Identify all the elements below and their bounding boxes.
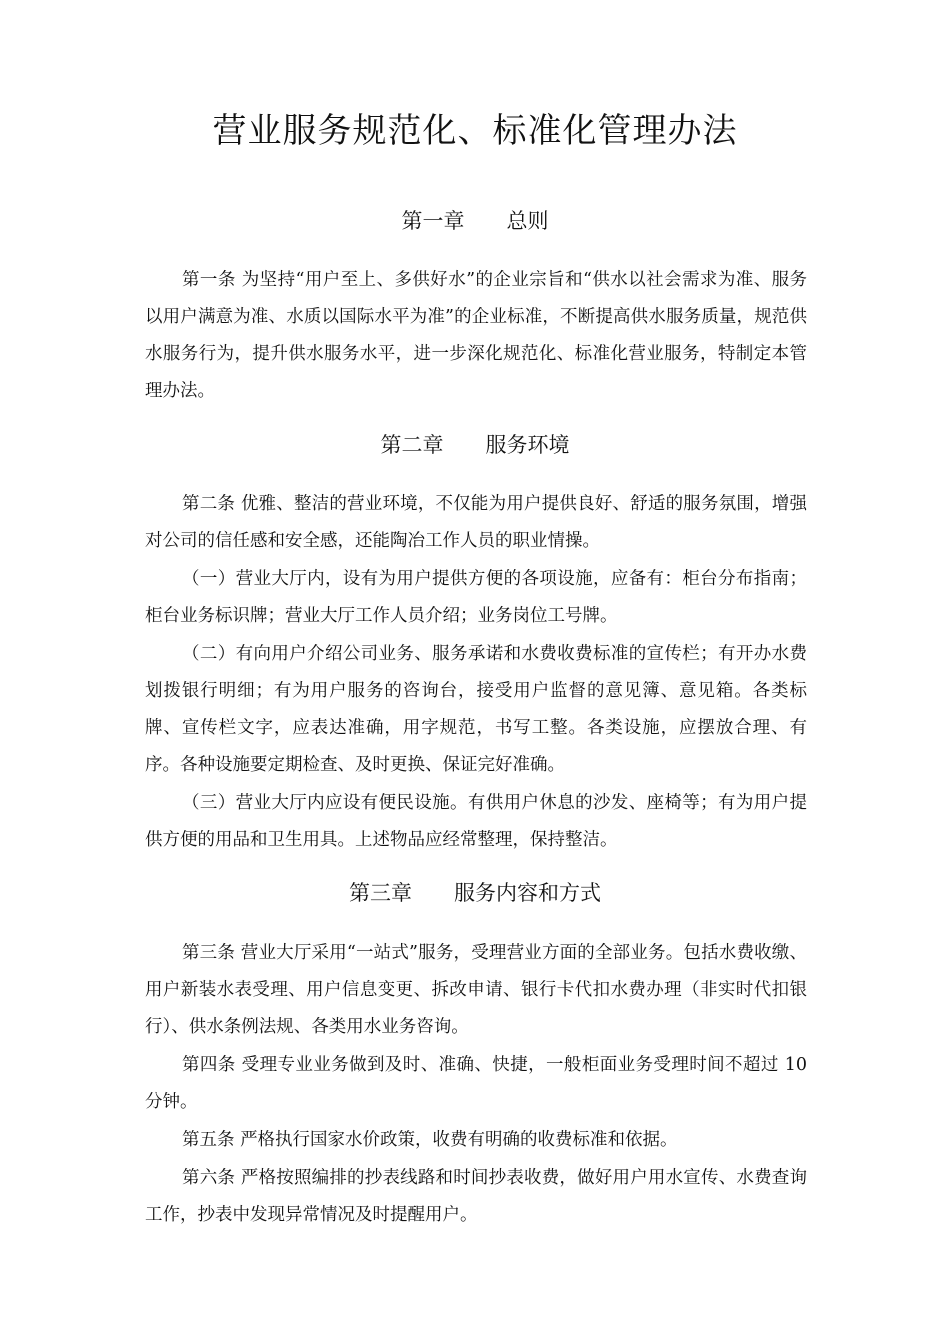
article-6-paragraph: 第六条 严格按照编排的抄表线路和时间抄表收费，做好用户用水宣传、水费查询工作，抄表中发现异常情况及时提醒用户。	[145, 1168, 807, 1225]
document-title: 营业服务规范化、标准化管理办法	[212, 111, 738, 151]
chapter-heading-2: 第二章 服务环境	[380, 433, 570, 457]
chapter-heading-3: 第三章 服务内容和方式	[349, 881, 601, 905]
article-3-paragraph: 第三条 营业大厅采用“一站式”服务，受理营业方面的全部业务。包括水费收缴、用户新装水表受理、用户信息变更、拆改申请、银行卡代扣水费办理（非实时代扣银行）、供水条例法规、各类用水业务咨询。	[145, 943, 807, 1037]
clause-2-2-paragraph: （二）有向用户介绍公司业务、服务承诺和水费收费标准的宣传栏；有开办水费划拨银行明细；有为用户服务的咨询台，接受用户监督的意见簿、意见箱。各类标牌、宣传栏文字，应表达准确，用字规范，书写工整。各类设施，应摆放合理、有序。各种设施要定期检查、及时更换、保证完好准确。	[145, 644, 807, 775]
clause-2-1-paragraph: （一）营业大厅内，设有为用户提供方便的各项设施，应备有：柜台分布指南；柜台业务标识牌；营业大厅工作人员介绍；业务岗位工号牌。	[145, 569, 807, 626]
article-1-paragraph: 第一条 为坚持“用户至上、多供好水”的企业宗旨和“供水以社会需求为准、服务以用户满意为准、水质以国际水平为准”的企业标准，不断提高供水服务质量，规范供水服务行为，提升供水服务水平，进一步深化规范化、标准化营业服务，特制定本管理办法。	[145, 270, 807, 401]
article-5-paragraph: 第五条 严格执行国家水价政策，收费有明确的收费标准和依据。	[182, 1130, 678, 1150]
chapter-heading-1: 第一章 总则	[401, 209, 549, 233]
article-2-paragraph: 第二条 优雅、整洁的营业环境，不仅能为用户提供良好、舒适的服务氛围，增强对公司的信任感和安全感，还能陶冶工作人员的职业情操。	[145, 494, 807, 551]
article-4-paragraph: 第四条 受理专业业务做到及时、准确、快捷，一般柜面业务受理时间不超过 10 分钟。	[145, 1055, 807, 1112]
clause-2-3-paragraph: （三）营业大厅内应设有便民设施。有供用户休息的沙发、座椅等；有为用户提供方便的用品和卫生用具。上述物品应经常整理，保持整洁。	[145, 793, 807, 850]
